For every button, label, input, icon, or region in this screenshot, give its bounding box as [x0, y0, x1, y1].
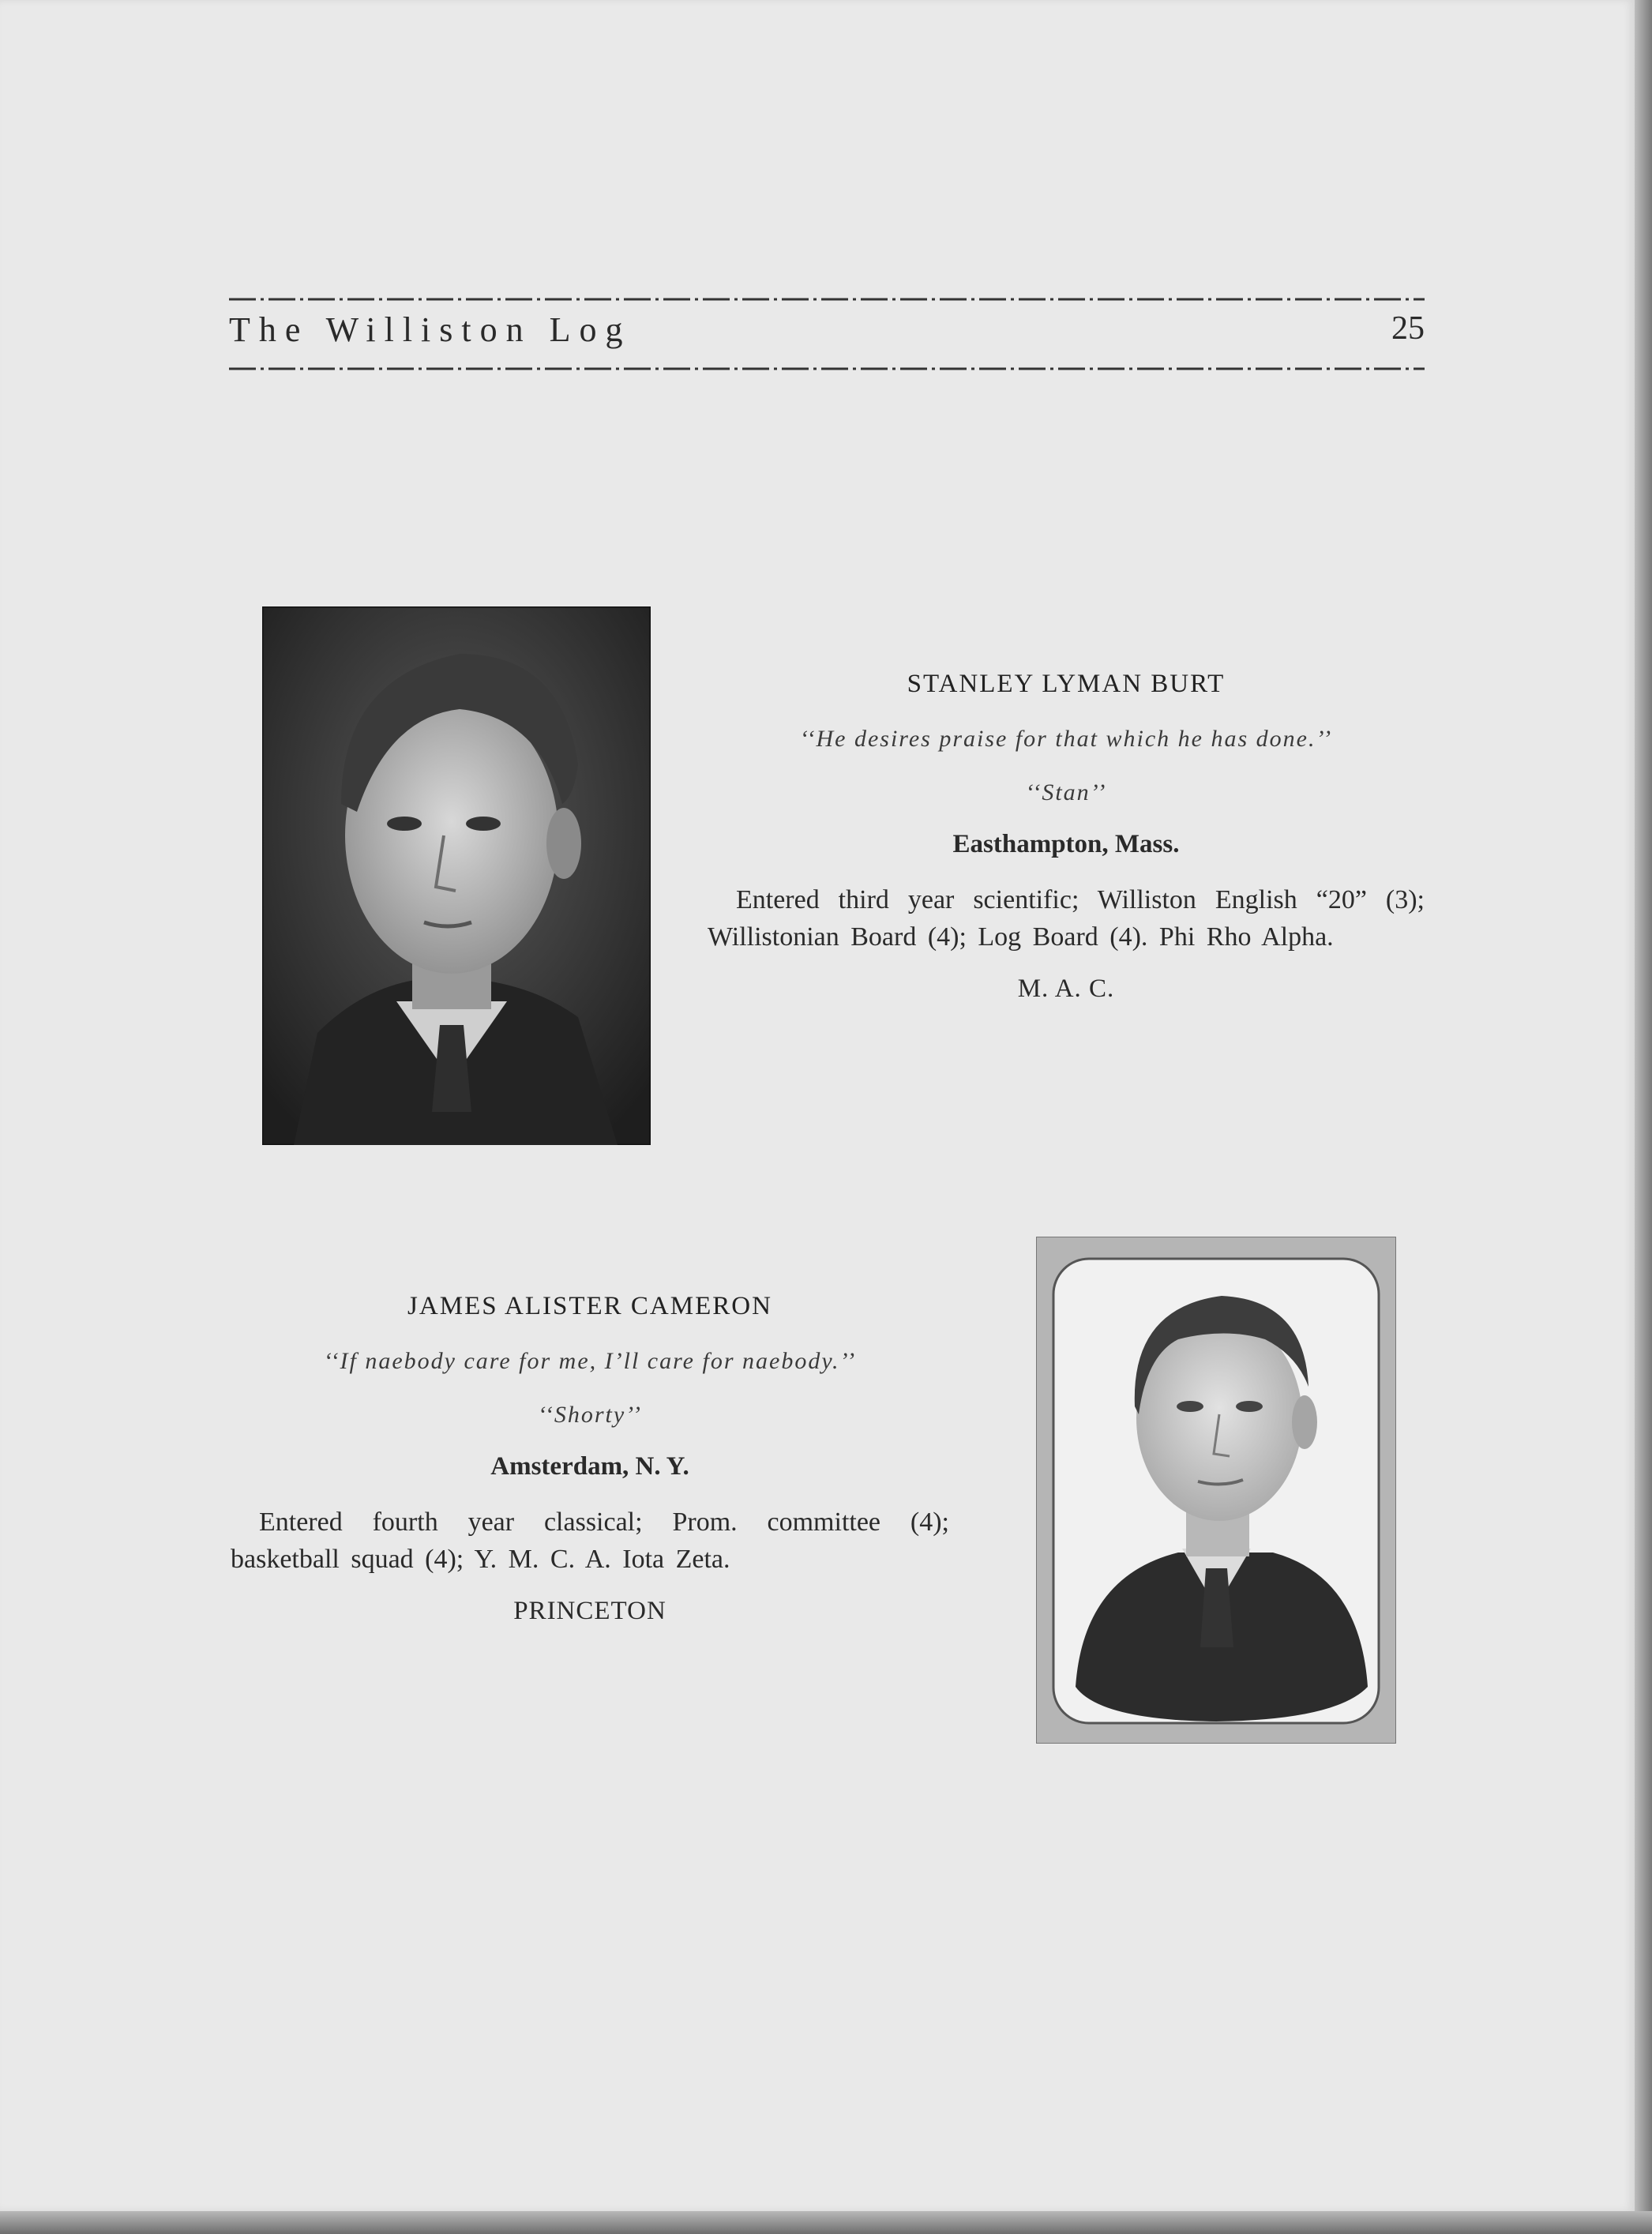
student-hometown: Easthampton, Mass.: [952, 830, 1180, 858]
student-name: STANLEY LYMAN BURT: [907, 670, 1226, 698]
portrait-james-cameron: [1036, 1237, 1396, 1744]
running-head: [229, 310, 1425, 357]
page-number: 25: [1391, 310, 1425, 347]
student-college: M. A. C.: [1017, 974, 1115, 1003]
student-nickname: ‘‘Shorty’’: [538, 1402, 642, 1428]
student-nickname: ‘‘Stan’’: [1025, 779, 1107, 805]
header-rule-top: [229, 295, 1425, 303]
portrait-stanley-burt: [262, 606, 651, 1145]
student-record: Entered fourth year classical; Prom. committee (4); basketball squad (4); Y. M. C. A. Iota Zeta.: [231, 1507, 949, 1574]
page-bottom-edge: [0, 2211, 1652, 2234]
student-college: PRINCETON: [513, 1597, 666, 1625]
entry-james-cameron: [231, 1292, 949, 1626]
entry-stanley-burt: [708, 670, 1425, 1004]
page-edge: [1635, 0, 1652, 2234]
student-hometown: Amsterdam, N. Y.: [490, 1452, 689, 1481]
publication-title: The Williston Log: [229, 310, 632, 349]
student-record: Entered third year scientific; Williston English “20” (3); Willistonian Board (4); Log Board (4). Phi Rho Alpha.: [708, 885, 1425, 952]
student-name: JAMES ALISTER CAMERON: [407, 1292, 772, 1320]
student-quote: ‘‘He desires praise for that which he has done.’’: [799, 726, 1333, 752]
student-quote: ‘‘If naebody care for me, I’ll care for naebody.’’: [323, 1348, 857, 1374]
header-rule-bottom: [229, 365, 1425, 373]
